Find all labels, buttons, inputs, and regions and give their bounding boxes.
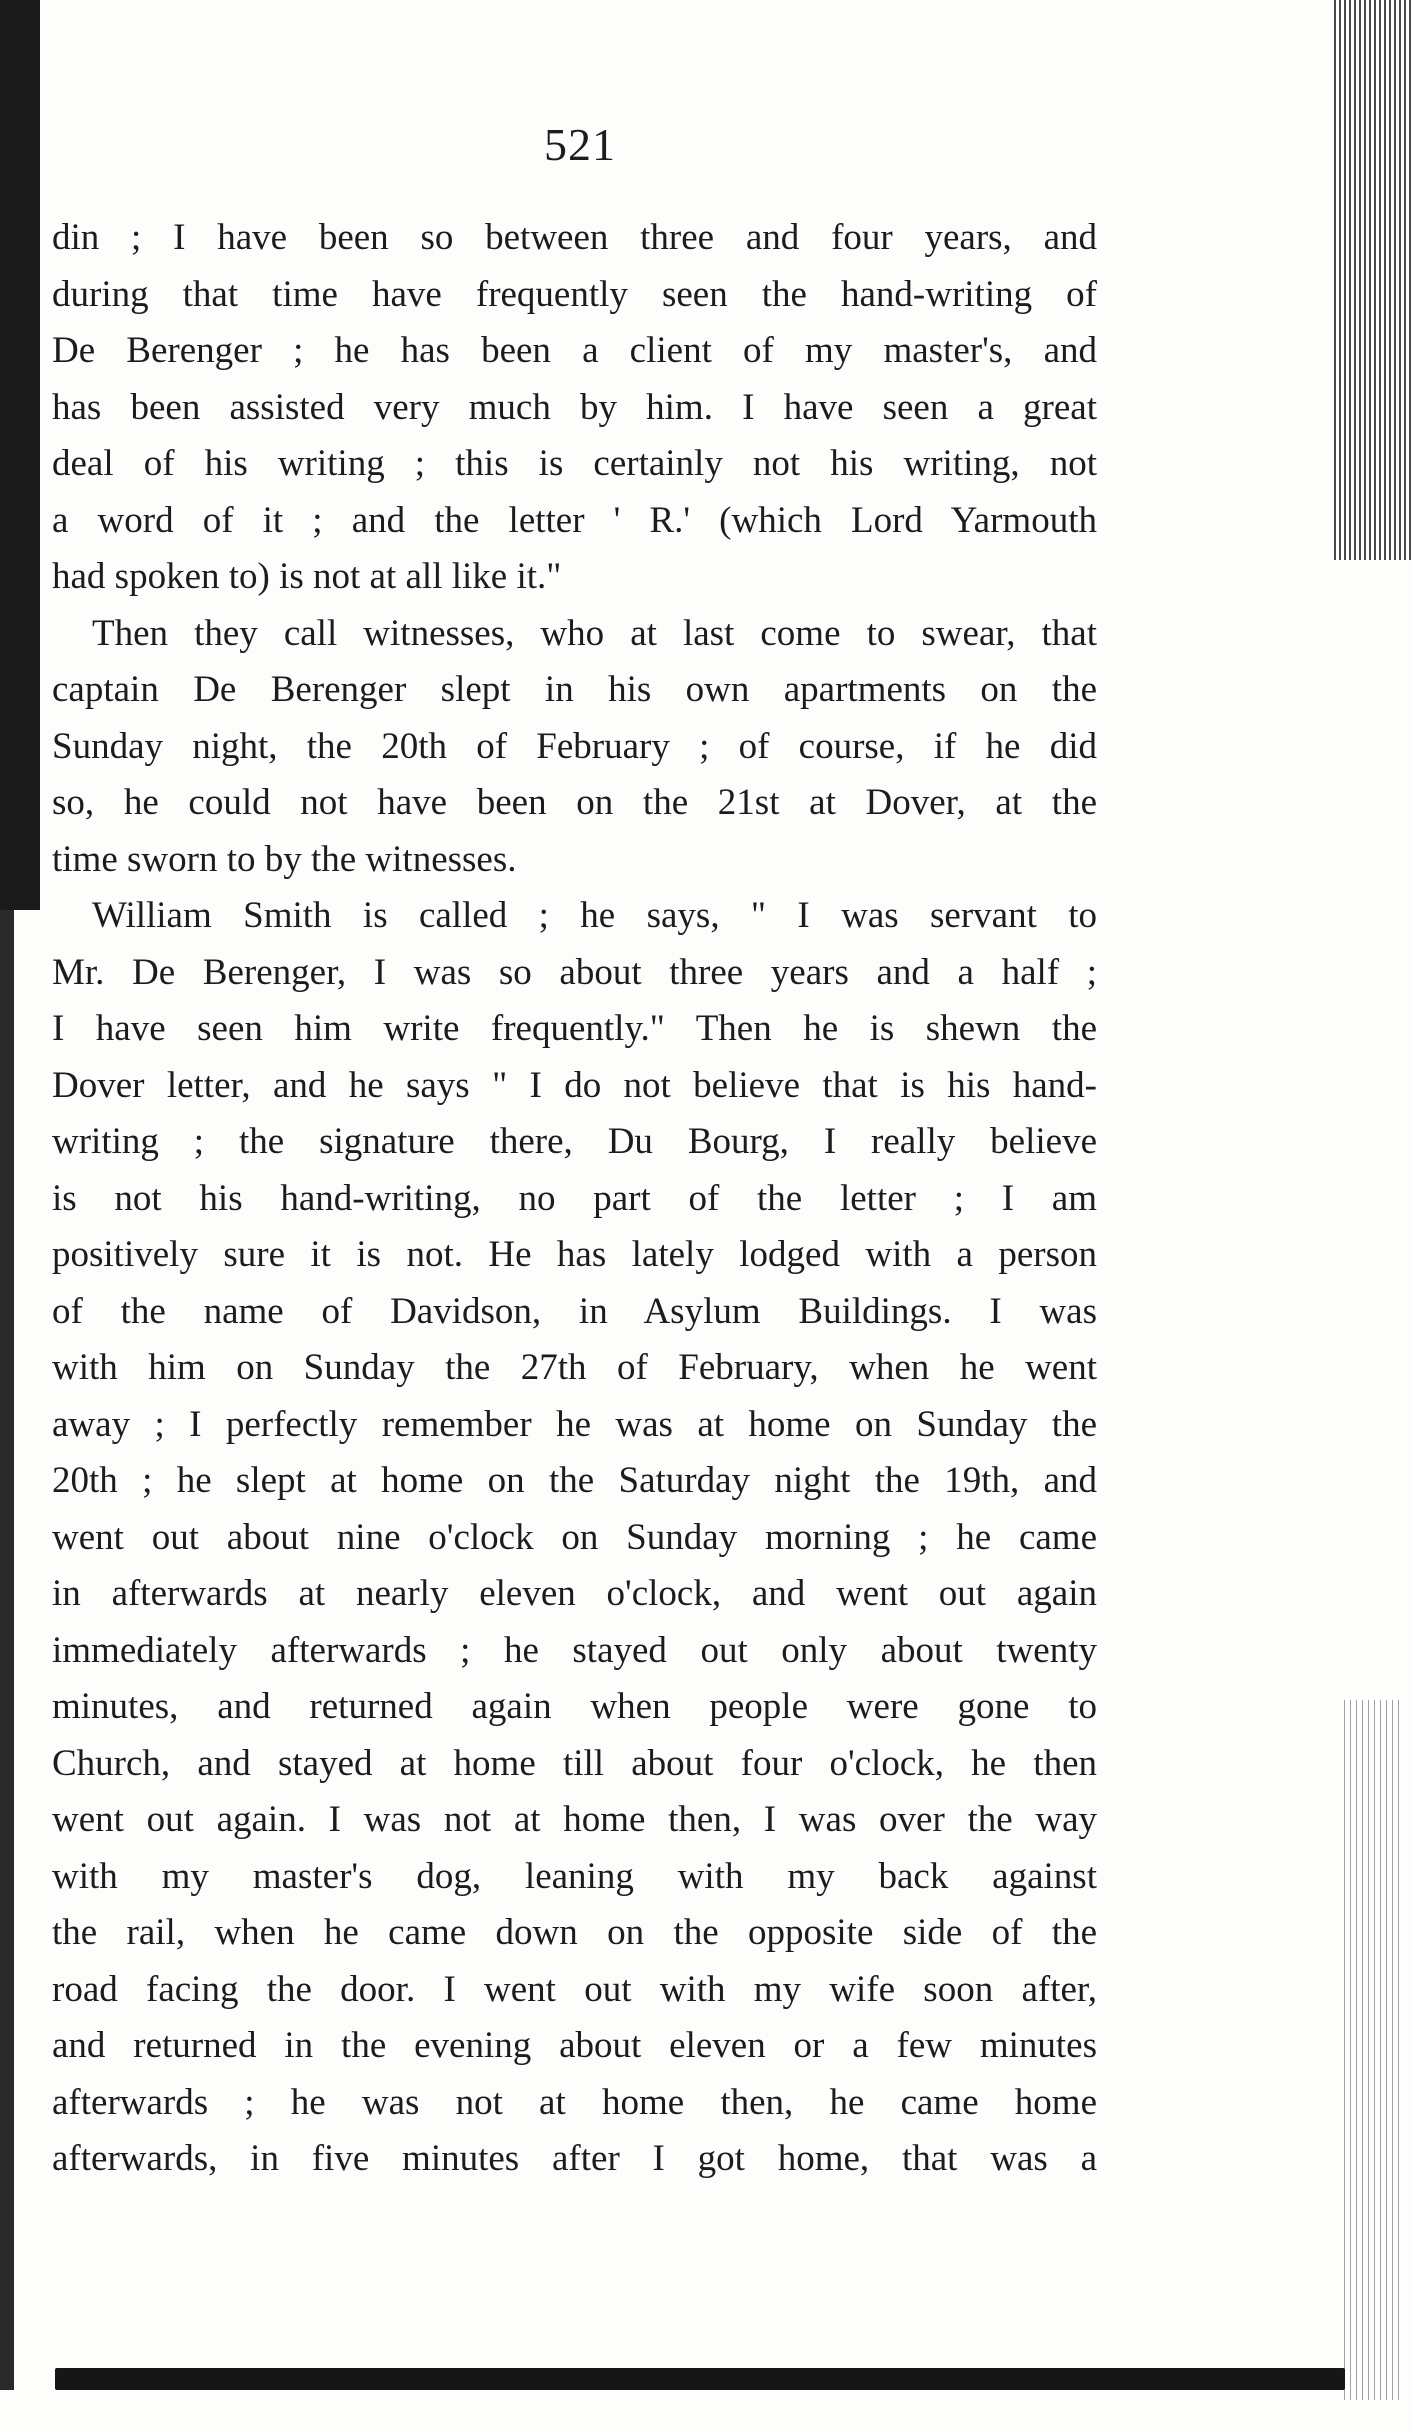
text-line: din ; I have been so between three and four years, and	[52, 217, 1097, 258]
bottom-rule	[55, 2368, 1345, 2390]
text-line: went out again. I was not at home then, I was over the way	[52, 1799, 1097, 1840]
text-line: Dover letter, and he says " I do not believe that is his hand-	[52, 1064, 1097, 1106]
text-line: Sunday night, the 20th of February ; of course, if he did	[52, 725, 1097, 767]
text-line: had spoken to) is not at all like it."	[52, 556, 562, 597]
text-line: minutes, and returned again when people were gone to	[52, 1686, 1097, 1727]
binding-edge-left	[0, 910, 14, 2390]
text-line: time sworn to by the witnesses.	[52, 838, 517, 880]
page-edge-right-lower	[1344, 1700, 1404, 2400]
text-line: is not his hand-writing, no part of the letter ; I am	[52, 1177, 1097, 1219]
text-line: road facing the door. I went out with my wife soon after,	[52, 1968, 1097, 2010]
text-line: Mr. De Berenger, I was so about three years and a half ;	[52, 951, 1097, 993]
text-line: during that time have frequently seen the hand-writing of	[52, 273, 1097, 315]
text-line: Church, and stayed at home till about four o'clock, he then	[52, 1742, 1097, 1784]
text-line: captain De Berenger slept in his own apartments on the	[52, 669, 1097, 710]
text-line: De Berenger ; he has been a client of my master's, and	[52, 330, 1097, 371]
binding-shadow-left	[0, 0, 40, 910]
text-line: with him on Sunday the 27th of February, when he went	[52, 1347, 1097, 1388]
text-line: positively sure it is not. He has lately lodged with a person	[52, 1234, 1097, 1275]
text-line: in afterwards at nearly eleven o'clock, and went out again	[52, 1573, 1097, 1614]
text-line: has been assisted very much by him. I have seen a great	[52, 386, 1097, 428]
text-line: the rail, when he came down on the opposite side of the	[52, 1912, 1097, 1953]
text-line: afterwards ; he was not at home then, he came home	[52, 2081, 1097, 2123]
paragraph-start-line: Then they call witnesses, who at last come to swear, that	[92, 612, 1097, 654]
text-line: of the name of Davidson, in Asylum Buildings. I was	[52, 1290, 1097, 1332]
text-line: afterwards, in five minutes after I got home, that was a	[52, 2138, 1097, 2179]
paragraph-start-line: William Smith is called ; he says, " I was servant to	[92, 895, 1097, 936]
text-line: with my master's dog, leaning with my back against	[52, 1855, 1097, 1897]
text-line: went out about nine o'clock on Sunday morning ; he came	[52, 1516, 1097, 1558]
text-line: immediately afterwards ; he stayed out only about twenty	[52, 1629, 1097, 1671]
body-text	[52, 210, 1097, 2188]
text-line: 20th ; he slept at home on the Saturday night the 19th, and	[52, 1460, 1097, 1501]
page-edge-right	[1334, 0, 1412, 560]
text-line: away ; I perfectly remember he was at home on Sunday the	[52, 1403, 1097, 1445]
text-line: deal of his writing ; this is certainly not his writing, not	[52, 443, 1097, 484]
text-line: I have seen him write frequently." Then he is shewn the	[52, 1008, 1097, 1049]
text-line: writing ; the signature there, Du Bourg, I really believe	[52, 1121, 1097, 1162]
text-line: and returned in the evening about eleven or a few minutes	[52, 2025, 1097, 2066]
page-number: 521	[544, 119, 616, 170]
text-line: so, he could not have been on the 21st at Dover, at the	[52, 782, 1097, 823]
text-line: a word of it ; and the letter ' R.' (which Lord Yarmouth	[52, 499, 1097, 541]
